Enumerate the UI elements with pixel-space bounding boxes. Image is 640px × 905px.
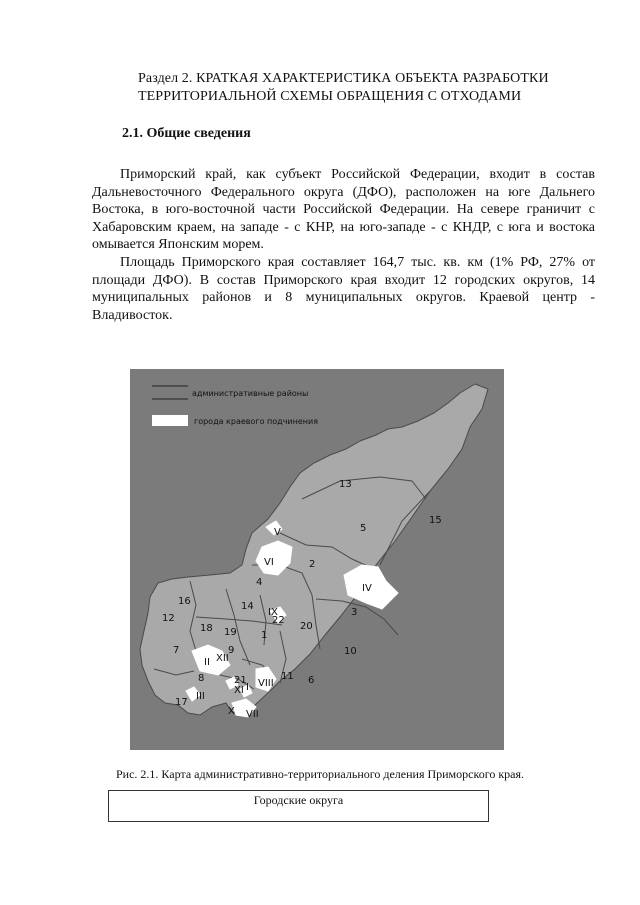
district-label-9: 9 [228,645,235,656]
district-label-13: 13 [339,479,352,490]
district-label-8: 8 [198,673,205,684]
district-label-17: 17 [175,697,188,708]
map-legend [152,386,318,426]
district-label-2: 2 [309,559,316,570]
paragraph-location: Приморский край, как субъект Российской Федерации, входит в состав Дальневосточного Федерального округа (ДФО), расположен на юге Дальнего Востока, в юго-восточной части Российской Федерации. На севере граничит с Хабаровским краем, на западе - с КНР, на юго-западе - с КНДР, с юга и востока омывается Японским морем. [92,167,595,252]
district-label-11: 11 [281,671,294,682]
district-label-22: 22 [272,615,285,626]
district-label-1: 1 [261,630,268,641]
city-label-xi: XI [234,685,244,696]
city-districts-table [108,790,489,822]
table-header: Городские округа [253,793,344,807]
district-label-15: 15 [429,515,442,526]
district-label-4: 4 [256,577,263,588]
city-label-iii: III [196,691,205,702]
figure-caption: Рис. 2.1. Карта административно-территориального деления Приморского края. [116,767,524,781]
district-label-7: 7 [173,645,180,656]
map-svg [130,369,504,750]
district-label-19: 19 [224,627,237,638]
district-label-6: 6 [308,675,315,686]
district-label-16: 16 [178,596,191,607]
section-title: Раздел 2. КРАТКАЯ ХАРАКТЕРИСТИКА ОБЪЕКТА РАЗРАБОТКИ ТЕРРИТОРИАЛЬНОЙ СХЕМЫ ОБРАЩЕНИЯ С ОТХОДАМИ [138,71,549,104]
region-land [140,384,488,715]
city-label-v: V [274,527,281,538]
district-label-14: 14 [241,601,254,612]
city-label-ii: II [204,657,210,668]
legend-cities-label: города краевого подчинения [194,417,319,426]
legend-city-swatch [152,415,188,426]
district-label-10: 10 [344,646,357,657]
district-label-3: 3 [351,607,358,618]
city-label-ix: IX [268,607,278,618]
district-label-18: 18 [200,623,213,634]
district-label-12: 12 [162,613,175,624]
paragraph-area: Площадь Приморского края составляет 164,7 тыс. кв. км (1% РФ, 27% от площади ДФО). В состав Приморского края входит 12 городских округов, 14 муниципальных районов и 8 муниципальных округов. Краевой центр - Владивосток. [92,255,595,323]
subsection-title: 2.1. Общие сведения [122,126,251,141]
city-label-x: X [228,706,235,717]
city-label-i: I [246,682,249,693]
region-map [130,369,504,750]
city-label-xii: XII [216,653,229,664]
district-label-21: 21 [234,675,247,686]
city-label-vii: VII [246,709,259,720]
district-label-20: 20 [300,621,313,632]
city-label-vi: VI [264,557,274,568]
city-label-viii: VIII [258,678,274,689]
legend-districts-label: административные районы [192,389,309,398]
city-label-iv: IV [362,583,372,594]
district-label-5: 5 [360,523,367,534]
